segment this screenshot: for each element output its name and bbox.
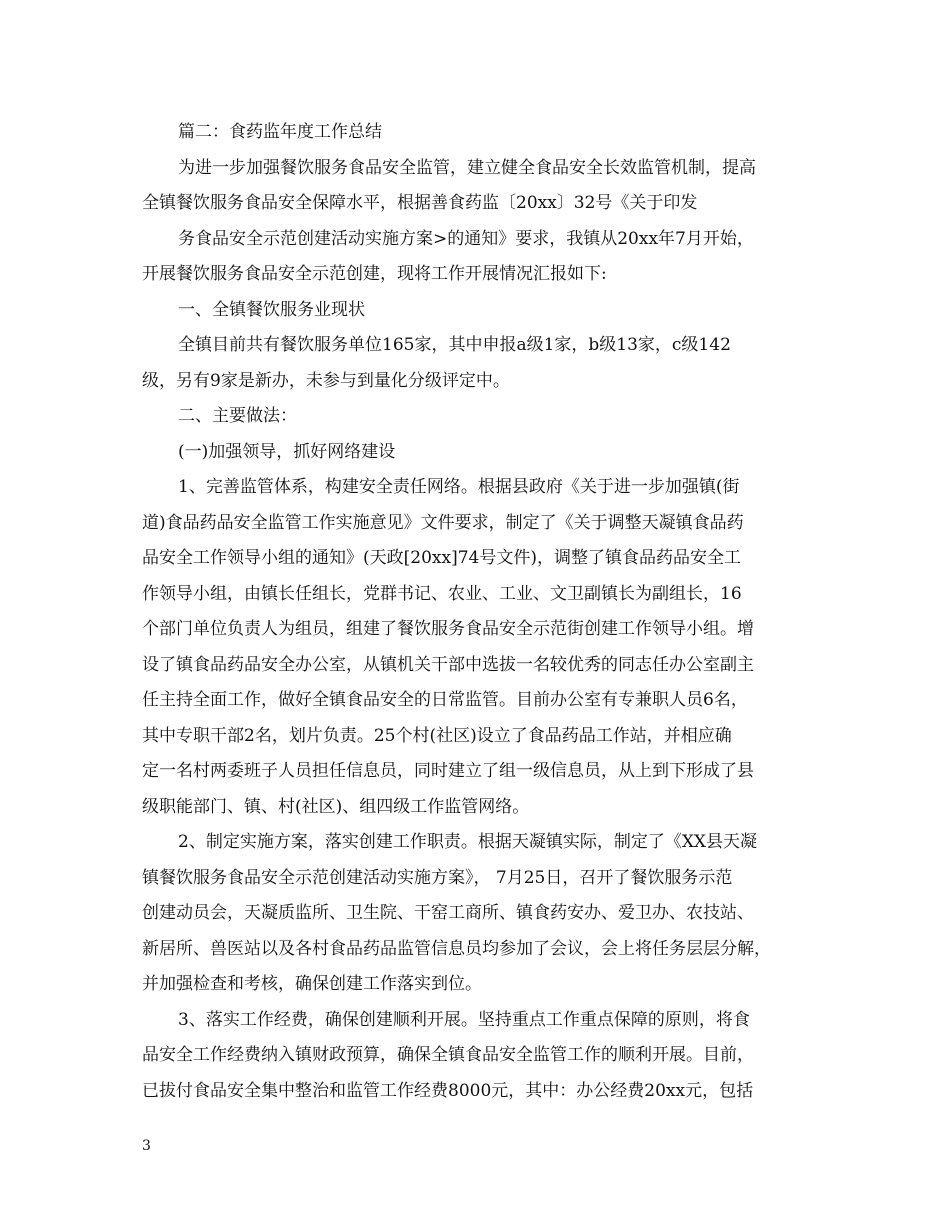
text-line: 务食品安全示范创建活动实施方案>的通知》要求，我镇从20xx年7月开始， [178, 228, 754, 249]
document-body [142, 115, 827, 1109]
text-line: 镇餐饮服务食品安全示范创建活动实施方案》， 7月25日，召开了餐饮服务示范 [142, 867, 733, 888]
text-line: 定一名村两委班子人员担任信息员，同时建立了组一级信息员，从上到下形成了县 [142, 761, 754, 781]
text-line: 1、完善监管体系，构建安全责任网络。根据县政府《关于进一步加强镇(街 [178, 477, 740, 497]
text-line: 级职能部门、镇、村(社区)、组四级工作监管网络。 [142, 796, 530, 817]
text-line: 创建动员会，天凝质监所、卫生院、干窑工商所、镇食药安办、爱卫办、农技站、 [142, 903, 754, 923]
text-line: 二、主要做法： [178, 406, 297, 426]
text-line: 其中专职干部2名，划片负责。25个村(社区)设立了食品药品工作站，并相应确 [142, 725, 732, 746]
text-line: 道)食品药品安全监管工作实施意见》文件要求，制定了《关于调整天凝镇食品药 [142, 512, 744, 533]
text-line: 为进一步加强餐饮服务食品安全监管，建立健全食品安全长效监管机制，提高 [178, 157, 756, 178]
text-line: 3、落实工作经费，确保创建顺利开展。坚持重点工作重点保障的原则，将食 [178, 1009, 750, 1030]
text-line: 全镇餐饮服务食品安全保障水平，根据善食药监〔20xx〕32号《关于印发 [142, 193, 698, 213]
text-line: (一)加强领导，抓好网络建设 [178, 441, 396, 462]
text-line: 新居所、兽医站以及各村食品药品监管信息员均参加了会议，会上将任务层层分解， [142, 938, 771, 959]
text-line: 品安全工作经费纳入镇财政预算，确保全镇食品安全监管工作的顺利开展。目前， [142, 1045, 754, 1065]
text-line: 开展餐饮服务食品安全示范创建，现将工作开展情况汇报如下: [142, 264, 607, 284]
text-line: 品安全工作领导小组的通知》(天政[20xx]74号文件)，调整了镇食品药品安全工 [142, 548, 741, 568]
text-line: 2、制定实施方案，落实创建工作职责。根据天凝镇实际，制定了《XX县天凝 [178, 832, 758, 852]
text-line: 全镇目前共有餐饮服务单位165家，其中申报a级1家，b级13家，c级142 [178, 335, 731, 355]
text-line: 作领导小组，由镇长任组长，党群书记、农业、工业、文卫副镇长为副组长，16 [142, 583, 742, 604]
text-line: 一、全镇餐饮服务业现状 [178, 299, 365, 320]
text-line: 级，另有9家是新办，未参与到量化分级评定中。 [142, 370, 510, 391]
text-line: 已拔付食品安全集中整治和监管工作经费8000元，其中：办公经费20xx元，包括 [142, 1080, 754, 1101]
text-line: 篇二：食药监年度工作总结 [178, 122, 382, 142]
text-line: 设了镇食品药品安全办公室，从镇机关干部中选拔一名较优秀的同志任办公室副主 [142, 654, 754, 675]
page-number: 3 [142, 1138, 151, 1154]
text-line: 任主持全面工作，做好全镇食品安全的日常监管。目前办公室有专兼职人员6名， [142, 690, 748, 710]
text-line: 并加强检查和考核，确保创建工作落实到位。 [142, 974, 482, 994]
text-line: 个部门单位负责人为组员，组建了餐饮服务食品安全示范街创建工作领导小组。增 [142, 619, 754, 639]
